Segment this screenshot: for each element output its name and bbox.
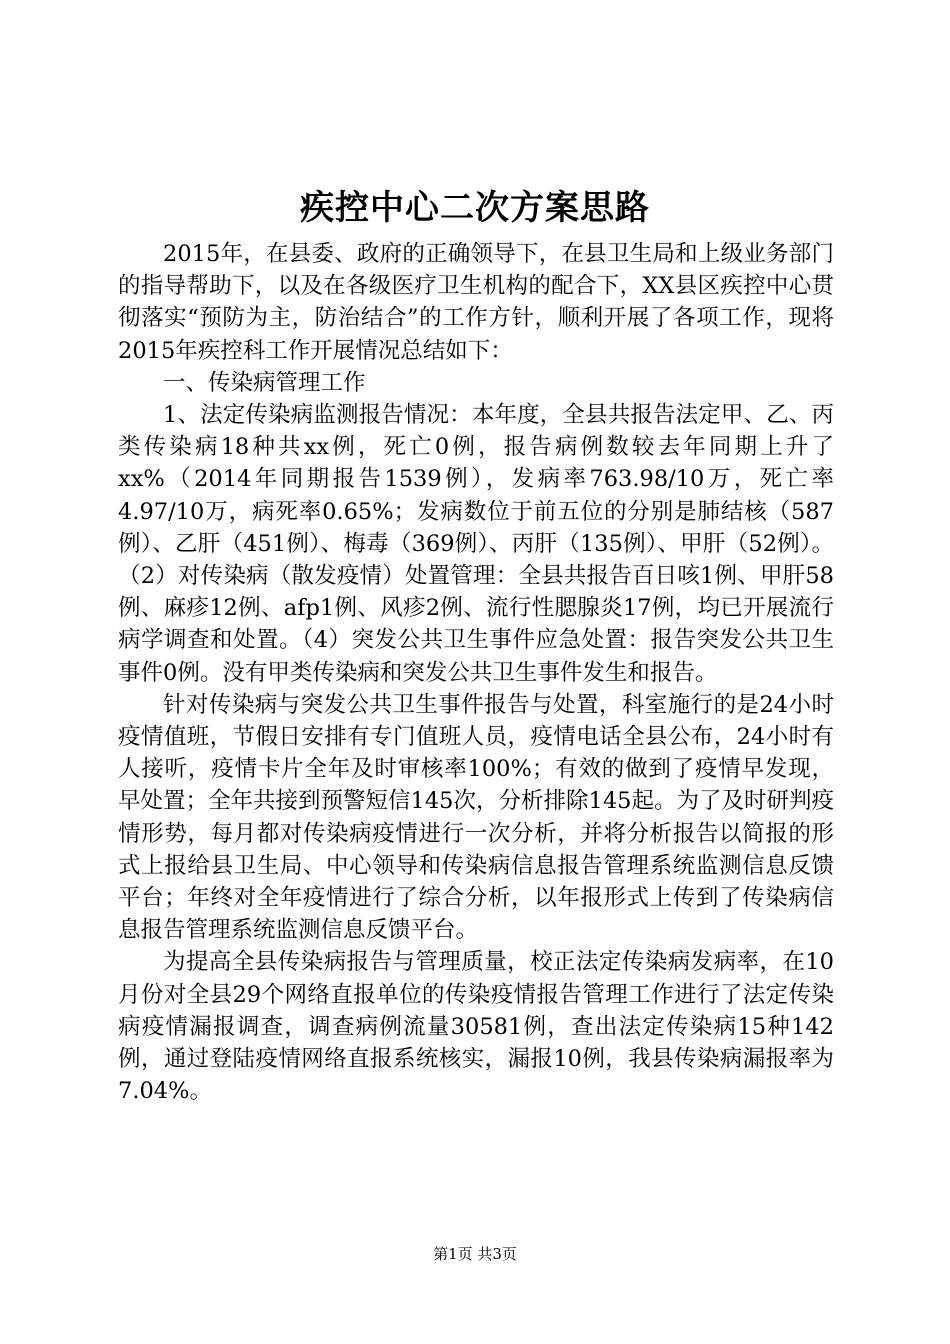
paragraph-intro: 2015年，在县委、政府的正确领导下，在县卫生局和上级业务部门的指导帮助下，以及在各级医疗卫生机构的配合下，XX县区疾控中心贯彻落实“预防为主，防治结合”的工作方针，顺利开展了各项工作，现将2015年疾控科工作开展情况总结如下：: [118, 241, 834, 364]
paragraph-underreport: 为提高全县传染病报告与管理质量，校正法定传染病发病率，在10月份对全县29个网络直报单位的传染疫情报告管理工作进行了法定传染病疫情漏报调查，调查病例流量30581例，查出法定传染病15种142例，通过登陆疫情网络直报系统核实，漏报10例，我县传染病漏报率为7.04%。: [118, 949, 834, 1105]
paragraph-duty: 针对传染病与突发公共卫生事件报告与处置，科室施行的是24小时疫情值班，节假日安排有专门值班人员，疫情电话全县公布，24小时有人接听，疫情卡片全年及时审核率100%；有效的做到了疫情早发现，早处置；全年共接到预警短信145次，分析排除145起。为了及时研判疫情形势，每月都对传染病疫情进行一次分析，并将分析报告以简报的形式上报给县卫生局、中心领导和传染病信息报告管理系统监测信息反馈平台；年终对全年疫情进行了综合分析，以年报形式上传到了传染病信息报告管理系统监测信息反馈平台。: [118, 691, 834, 944]
section-heading: 一、传染病管理工作: [163, 369, 366, 396]
paragraph-surveillance: 1、法定传染病监测报告情况：本年度，全县共报告法定甲、乙、丙类传染病18种共xx例，死亡0例，报告病例数较去年同期上升了xx%（2014年同期报告1539例），发病率763.98/10万，死亡率4.97/10万，病死率0.65%；发病数位于前五位的分别是肺结核（587例）、乙肝（451例）、梅毒（369例）、丙肝（135例）、甲肝（52例）。（2）对传染病（散发疫情）处置管理：全县共报告百日咳1例、甲肝58例、麻疹12例、afp1例、风疹2例、流行性腮腺炎17例，均已开展流行病学调查和处置。（4）突发公共卫生事件应急处置：报告突发公共卫生事件0例。没有甲类传染病和突发公共卫生事件发生和报告。: [118, 402, 834, 686]
document-title: 疾控中心二次方案思路: [300, 188, 650, 228]
document-body: [118, 238, 834, 1107]
page-footer: 第1页 共3页: [433, 1245, 517, 1263]
